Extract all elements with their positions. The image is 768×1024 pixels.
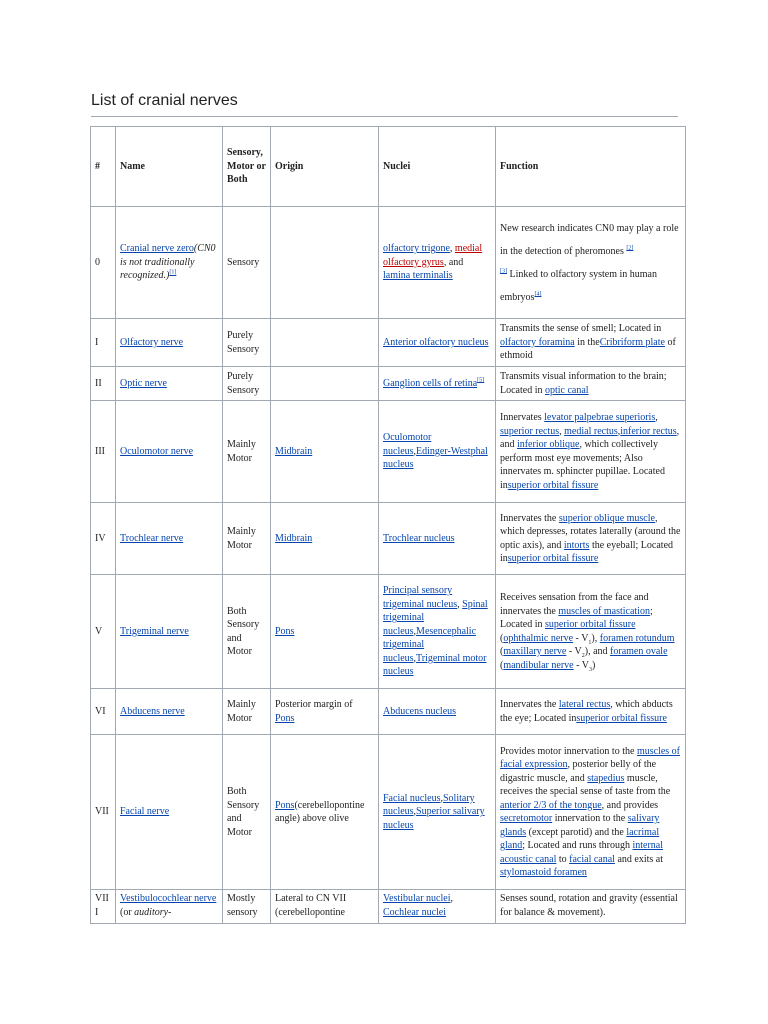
- reference-link[interactable]: [2]: [626, 245, 634, 252]
- reference-link[interactable]: [5]: [477, 377, 485, 384]
- function-link[interactable]: optic canal: [544, 384, 589, 396]
- row-name: [116, 367, 223, 401]
- function-text: Provides motor innervation to the: [500, 745, 635, 757]
- separator-text: ,: [655, 412, 658, 423]
- row-name: [116, 319, 223, 367]
- subscript-text: 2: [581, 653, 585, 659]
- row-num: IV: [91, 503, 116, 575]
- function-text: Transmits the sense of smell; Located in: [500, 323, 662, 335]
- nucleus-link[interactable]: olfactory trigone: [383, 243, 450, 255]
- title-divider: [91, 116, 678, 117]
- table-row: [91, 319, 686, 367]
- function-text: (: [500, 632, 504, 644]
- nerve-name-link[interactable]: Vestibulocochlear nerve: [120, 893, 217, 904]
- row-origin: [271, 367, 379, 401]
- separator-text: ,: [450, 893, 453, 904]
- row-function: [496, 207, 686, 319]
- name-note: auditory-: [134, 906, 172, 918]
- origin-link[interactable]: Midbrain: [275, 532, 313, 544]
- function-link[interactable]: lateral rectus: [558, 699, 611, 710]
- row-type: Purely Sensory: [223, 367, 271, 401]
- function-text: Innervates the: [500, 512, 557, 524]
- function-link[interactable]: superior orbital fissure: [507, 553, 599, 564]
- column-header-num: #: [91, 127, 116, 207]
- function-text: ), and: [584, 646, 608, 657]
- row-function: [496, 367, 686, 401]
- row-nuclei: [379, 401, 496, 503]
- row-name: [116, 689, 223, 735]
- function-link[interactable]: levator palpebrae superioris: [544, 412, 656, 423]
- row-type: Mainly Motor: [223, 401, 271, 503]
- origin-text: Posterior margin of: [275, 699, 353, 710]
- function-text: ): [591, 659, 596, 671]
- function-text: , and provides: [601, 799, 659, 811]
- row-nuclei: [379, 503, 496, 575]
- separator-text: ,: [617, 425, 621, 437]
- row-nuclei: [379, 319, 496, 367]
- separator-text: ,: [457, 598, 460, 610]
- nucleus-link[interactable]: Trigeminal motor nucleus: [383, 652, 487, 678]
- function-text: and exits at: [617, 853, 663, 865]
- nerve-name-link[interactable]: Trigeminal nerve: [120, 625, 189, 637]
- column-header-type: Sensory, Motor or Both: [223, 127, 271, 207]
- nucleus-link[interactable]: Abducens nucleus: [383, 705, 457, 717]
- table-row: [91, 401, 686, 503]
- name-note: (CN0 is not traditionally recognized.): [120, 243, 216, 282]
- function-link[interactable]: foramen ovale: [610, 646, 668, 657]
- table-row: [91, 367, 686, 401]
- nerve-name-link[interactable]: Abducens nerve: [120, 705, 185, 717]
- function-text: (: [500, 646, 504, 657]
- row-num: VII: [91, 735, 116, 890]
- function-text: , which collectively perform most eye movements; Also innervates m. sphincter pupillae. Located in: [500, 439, 665, 491]
- row-origin: [271, 735, 379, 890]
- origin-link[interactable]: Pons: [275, 712, 295, 724]
- nucleus-link[interactable]: Spinal trigeminal nucleus: [383, 598, 488, 637]
- function-text: Innervates the: [500, 699, 557, 710]
- function-text: the eyeball; Located in: [500, 539, 674, 564]
- function-link[interactable]: olfactory foramina: [500, 336, 575, 348]
- row-origin: Lateral to CN VII (cerebellopontine: [271, 890, 379, 924]
- function-link[interactable]: superior orbital fissure: [544, 619, 636, 630]
- function-link[interactable]: superior orbital fissure: [576, 712, 667, 724]
- row-num: VIII: [91, 890, 116, 924]
- table-row: [91, 890, 686, 924]
- row-nuclei: [379, 207, 496, 319]
- nerve-name-link[interactable]: Optic nerve: [120, 377, 167, 389]
- page-title: List of cranial nerves: [91, 92, 238, 109]
- function-text: muscle, receives the special sense of taste from the: [500, 772, 671, 797]
- column-header-nuclei: Nuclei: [379, 127, 496, 207]
- function-text: - V: [575, 632, 589, 644]
- table-header-row: [91, 127, 686, 207]
- row-origin: [271, 319, 379, 367]
- function-link[interactable]: anterior 2/3 of the tongue: [500, 799, 602, 811]
- nucleus-link[interactable]: Anterior olfactory nucleus: [383, 336, 489, 348]
- origin-text: (cerebellopontine angle) above olive: [275, 799, 365, 824]
- function-link[interactable]: intorts: [563, 539, 590, 551]
- row-origin: [271, 207, 379, 319]
- column-header-name: Name: [116, 127, 223, 207]
- function-link[interactable]: inferior oblique: [516, 439, 580, 450]
- nucleus-link[interactable]: Principal sensory trigeminal nucleus: [383, 585, 458, 610]
- row-num: I: [91, 319, 116, 367]
- nucleus-link[interactable]: Cochlear nuclei: [383, 906, 447, 918]
- row-function: [496, 319, 686, 367]
- row-function: [496, 689, 686, 735]
- function-text: innervation to the: [554, 813, 626, 824]
- nucleus-link[interactable]: Solitary nucleus: [383, 792, 475, 818]
- row-function: Senses sound, rotation and gravity (essential for balance & movement).: [496, 890, 686, 924]
- table-row: [91, 575, 686, 689]
- function-link[interactable]: medial rectus: [564, 425, 618, 437]
- function-link[interactable]: secretomotor: [500, 813, 553, 824]
- column-header-origin: Origin: [271, 127, 379, 207]
- nerve-name-link[interactable]: Olfactory nerve: [120, 336, 184, 348]
- row-nuclei: [379, 689, 496, 735]
- function-text: , which abducts the eye; Located in: [500, 699, 673, 724]
- function-link[interactable]: ophthalmic nerve: [503, 632, 574, 644]
- row-origin: [271, 689, 379, 735]
- reference-link[interactable]: [3]: [500, 268, 507, 275]
- nucleus-link[interactable]: lamina terminalis: [383, 270, 453, 282]
- table-row: [91, 735, 686, 890]
- function-text: , posterior belly of the digastric muscle, and: [500, 759, 657, 784]
- row-name: [116, 207, 223, 319]
- name-text: (or: [120, 906, 132, 918]
- function-link[interactable]: inferior rectus: [620, 425, 677, 437]
- row-nuclei: [379, 890, 496, 924]
- row-function: [496, 735, 686, 890]
- function-link[interactable]: lacrimal gland: [500, 826, 660, 851]
- function-text: Receives sensation from the face and innervates the: [500, 592, 649, 617]
- function-text: - V: [568, 646, 582, 657]
- nucleus-link-missing[interactable]: medial olfactory gyrus: [383, 243, 483, 268]
- function-link[interactable]: maxillary nerve: [503, 646, 567, 657]
- row-type: Both Sensory and Motor: [223, 735, 271, 890]
- function-text: New research indicates CN0 may play a role in the detection of pheromones: [500, 222, 679, 257]
- row-num: III: [91, 401, 116, 503]
- row-num: V: [91, 575, 116, 689]
- table-row: [91, 689, 686, 735]
- nerve-name-link[interactable]: Cranial nerve zero: [120, 243, 194, 255]
- cranial-nerves-table: [90, 126, 686, 924]
- function-text: Innervates: [500, 412, 542, 423]
- row-type: Mainly Motor: [223, 503, 271, 575]
- function-link[interactable]: stapedius: [587, 772, 625, 784]
- function-text: - V: [576, 659, 589, 671]
- function-link[interactable]: salivary glands: [500, 813, 660, 838]
- row-origin: [271, 503, 379, 575]
- table-row: [91, 207, 686, 319]
- nucleus-link[interactable]: Trochlear nucleus: [383, 532, 455, 544]
- function-text: ; Located in: [500, 605, 653, 630]
- function-text: Transmits visual information to the brain; Located in: [500, 371, 667, 396]
- row-origin: [271, 575, 379, 689]
- origin-link[interactable]: Midbrain: [275, 445, 313, 457]
- row-function: [496, 503, 686, 575]
- row-name: [116, 890, 223, 924]
- function-link[interactable]: mandibular nerve: [503, 659, 574, 671]
- origin-link[interactable]: Pons: [275, 625, 295, 637]
- function-text: Linked to olfactory system in human embryos: [500, 268, 657, 303]
- nucleus-link[interactable]: Facial nucleus: [383, 792, 441, 804]
- function-text: of ethmoid: [500, 336, 676, 362]
- nucleus-link[interactable]: Edinger-Westphal nucleus: [383, 445, 488, 471]
- separator-text: , and: [500, 425, 680, 450]
- row-name: [116, 735, 223, 890]
- row-function: [496, 575, 686, 689]
- nucleus-link[interactable]: Mesencephalic trigeminal nucleus: [383, 625, 477, 664]
- row-type: Sensory: [223, 207, 271, 319]
- separator-text: ,: [413, 625, 417, 637]
- separator-text: ,: [449, 243, 453, 255]
- row-type: Mainly Motor: [223, 689, 271, 735]
- function-link[interactable]: foramen rotundum: [599, 632, 675, 644]
- function-link[interactable]: muscles of facial expression: [500, 745, 680, 770]
- function-text: to: [558, 853, 567, 865]
- subscript-text: 1: [588, 639, 592, 646]
- table-row: [91, 503, 686, 575]
- row-nuclei: [379, 367, 496, 401]
- function-text: ; Located and runs through: [522, 840, 630, 851]
- function-link[interactable]: superior oblique muscle: [558, 512, 655, 524]
- function-text: in the: [577, 336, 600, 348]
- nucleus-link[interactable]: Oculomotor nucleus: [383, 432, 432, 457]
- separator-text: ,: [413, 806, 417, 818]
- separator-text: ,: [559, 425, 562, 437]
- row-type: Purely Sensory: [223, 319, 271, 367]
- row-num: 0: [91, 207, 116, 319]
- function-link[interactable]: stylomastoid foramen: [500, 867, 587, 878]
- function-text: (except parotid) and the: [528, 826, 624, 838]
- separator-text: ,: [413, 652, 417, 664]
- function-link[interactable]: facial canal: [569, 853, 615, 865]
- row-function: [496, 401, 686, 503]
- function-link[interactable]: Cribriform plate: [599, 336, 665, 348]
- nucleus-link[interactable]: Superior salivary nucleus: [383, 806, 485, 831]
- function-link[interactable]: muscles of mastication: [558, 605, 650, 617]
- function-link[interactable]: superior rectus: [500, 425, 560, 437]
- row-type: Both Sensory and Motor: [223, 575, 271, 689]
- function-link[interactable]: superior orbital fissure: [507, 479, 599, 491]
- separator-text: ,: [413, 445, 417, 457]
- row-num: VI: [91, 689, 116, 735]
- row-num: II: [91, 367, 116, 401]
- row-name: [116, 575, 223, 689]
- reference-link[interactable]: [4]: [534, 291, 542, 298]
- row-name: [116, 503, 223, 575]
- column-header-function: Function: [496, 127, 686, 207]
- nerve-name-link[interactable]: Facial nerve: [120, 806, 170, 818]
- origin-link[interactable]: Pons: [275, 799, 295, 811]
- nerve-name-link[interactable]: Trochlear nerve: [120, 532, 184, 544]
- reference-link[interactable]: [1]: [169, 269, 177, 276]
- nucleus-link[interactable]: Vestibular nuclei: [383, 893, 451, 904]
- function-text: (: [500, 659, 504, 671]
- row-origin: [271, 401, 379, 503]
- row-type: Mostly sensory: [223, 890, 271, 924]
- row-nuclei: [379, 575, 496, 689]
- separator-text: ,: [440, 792, 443, 804]
- function-link[interactable]: internal acoustic canal: [500, 840, 664, 865]
- row-nuclei: [379, 735, 496, 890]
- separator-text: , and: [443, 256, 464, 268]
- function-text: ),: [591, 632, 598, 644]
- row-name: [116, 401, 223, 503]
- subscript-text: 3: [588, 666, 592, 673]
- function-text: , which depresses, rotates laterally (around the optic axis), and: [500, 512, 681, 551]
- nucleus-link[interactable]: Ganglion cells of retina: [383, 377, 478, 389]
- nerve-name-link[interactable]: Oculomotor nerve: [120, 445, 194, 457]
